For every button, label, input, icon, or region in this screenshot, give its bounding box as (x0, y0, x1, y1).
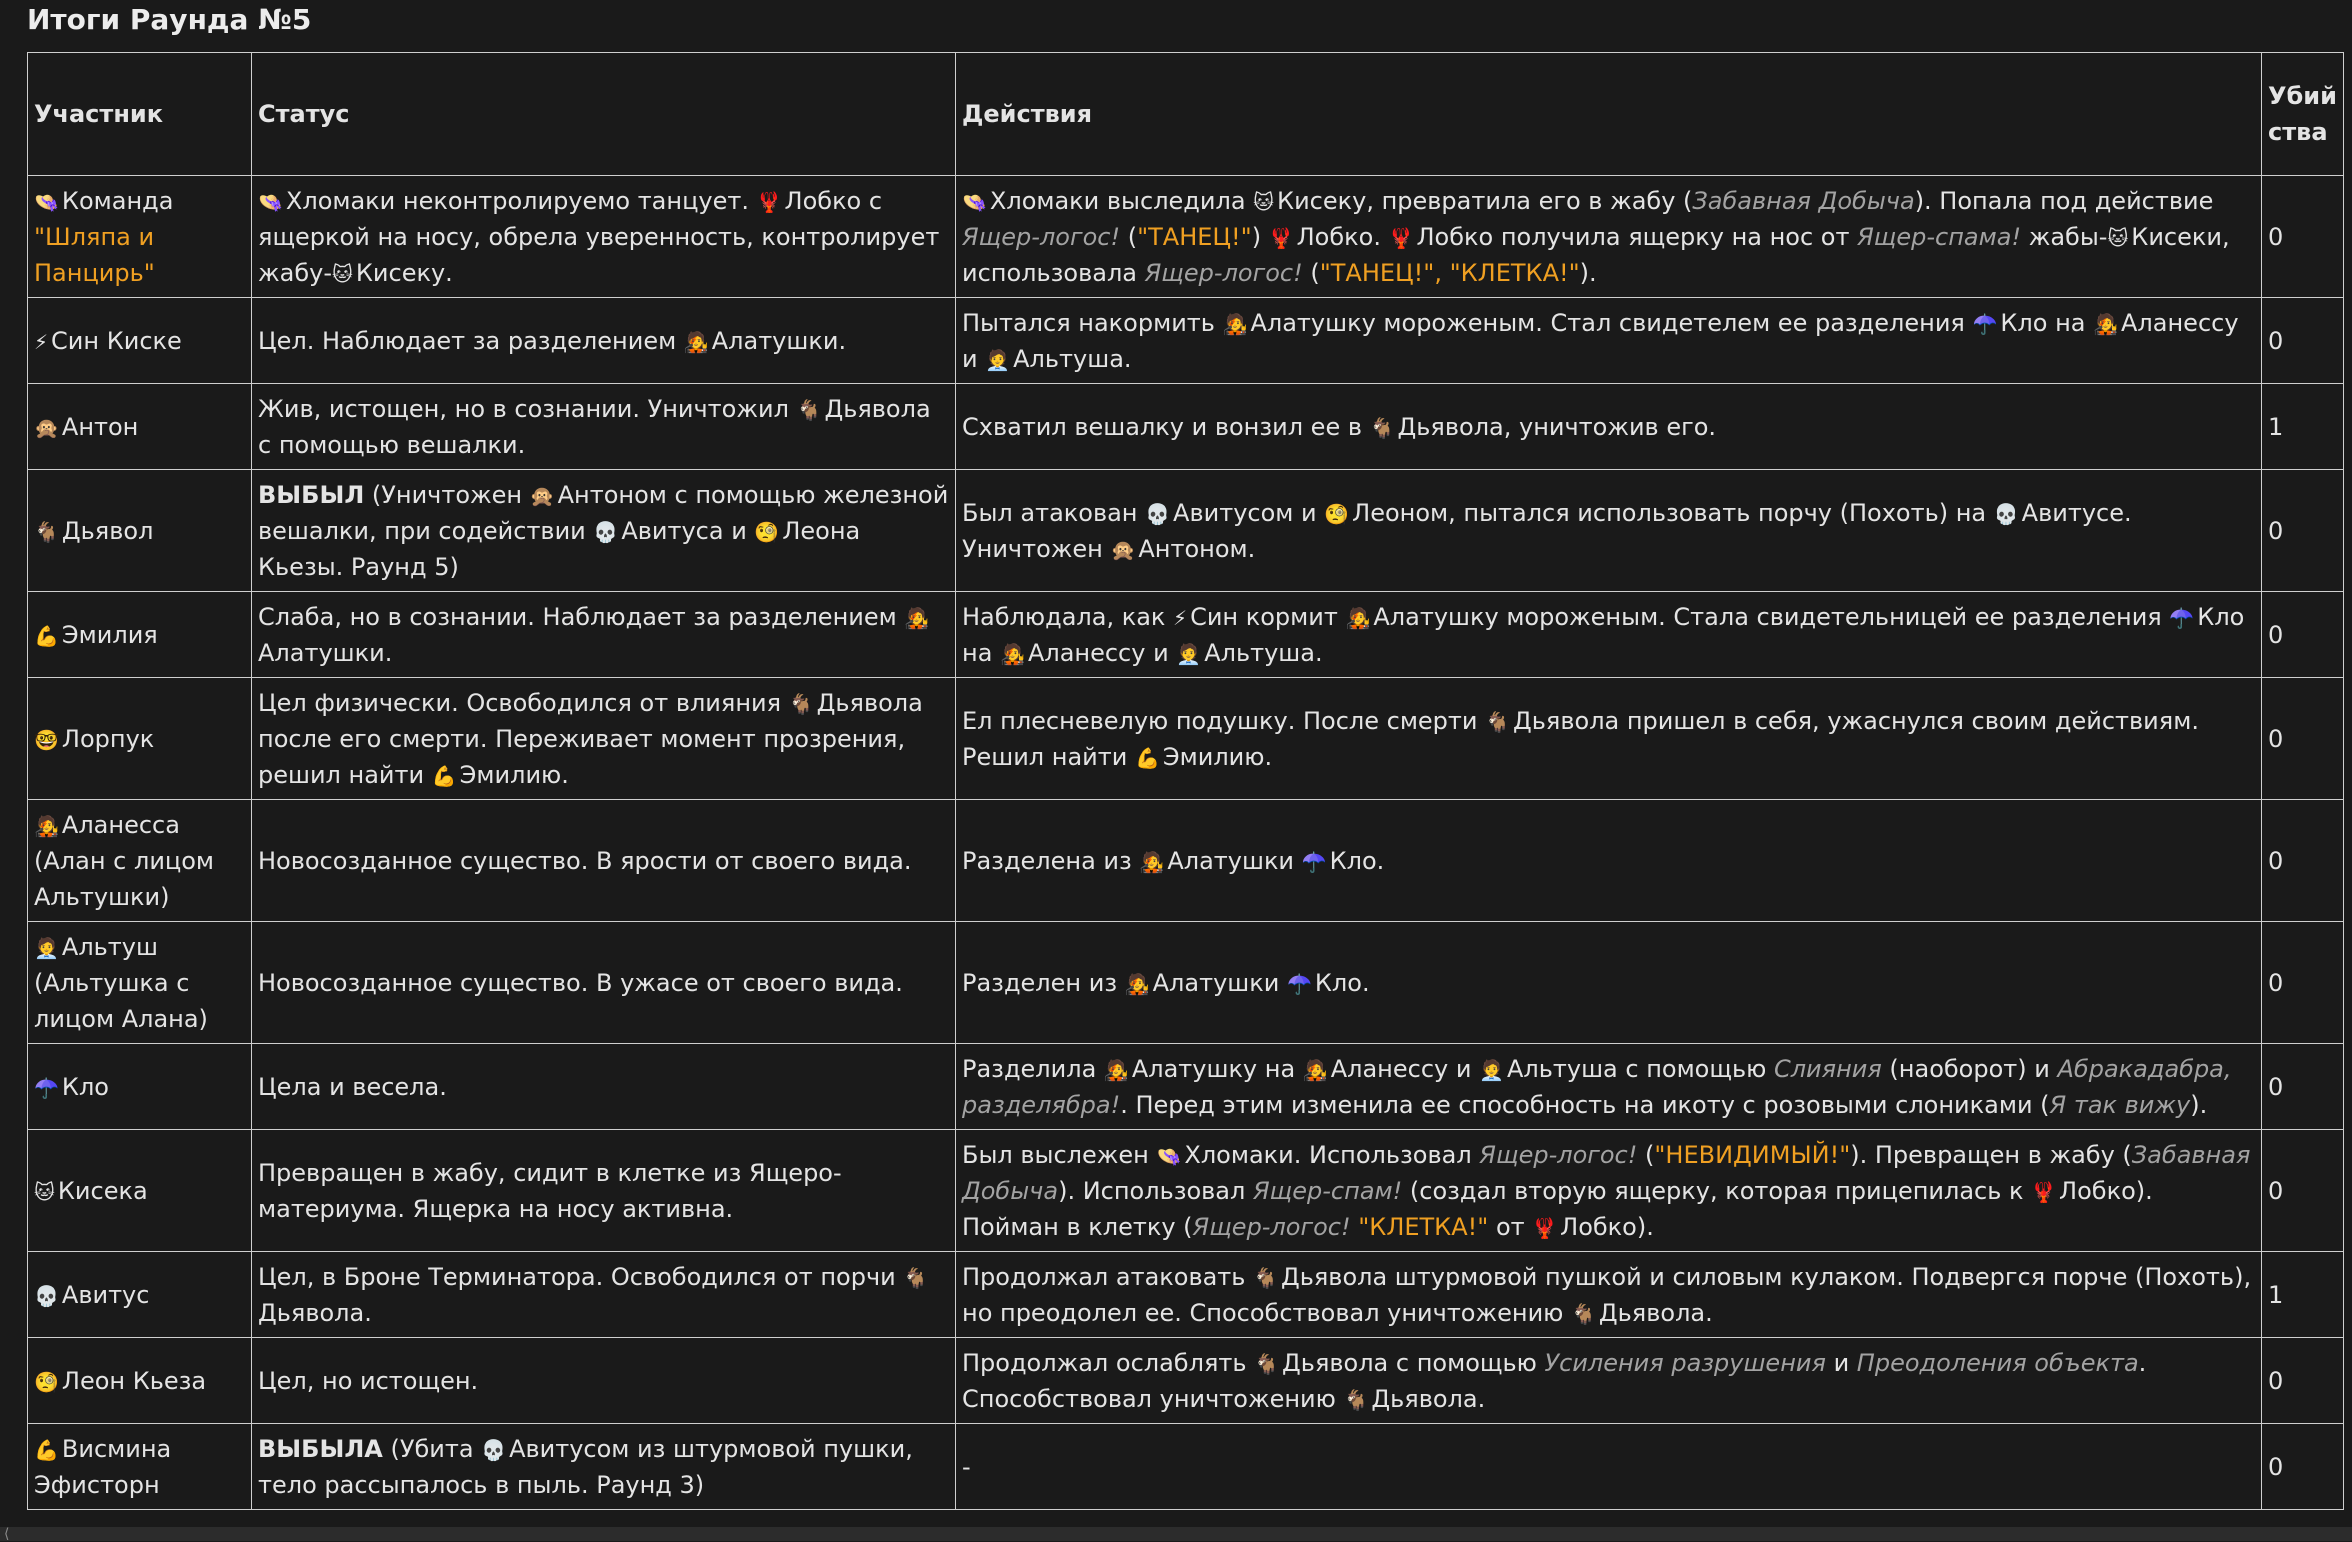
highlight-text: "Шляпа и Панцирь" (34, 222, 155, 287)
emoji-icon: 🧑‍💼 (1479, 1057, 1504, 1082)
text-fragment: Алатушку на (1131, 1054, 1303, 1083)
participant-cell (28, 678, 252, 800)
highlight-text: "НЕВИДИМЫЙ!" (1654, 1140, 1851, 1169)
emoji-icon: ⚡ (34, 329, 49, 354)
emoji-icon: 🧑‍💼 (34, 935, 59, 960)
text-fragment: Эмилию. (459, 760, 569, 789)
emoji-icon: 🐱 (1253, 189, 1275, 214)
text-fragment: Разделила (962, 1054, 1104, 1083)
text-fragment: Эмилия (61, 620, 158, 649)
text-fragment: Был выслежен (962, 1140, 1157, 1169)
text-fragment: Алатушки (1152, 968, 1287, 997)
status-cell (252, 1044, 956, 1130)
table-row (28, 678, 2344, 800)
emoji-icon: 👒 (962, 189, 987, 214)
actions-cell (956, 1338, 2262, 1424)
actions-cell (956, 384, 2262, 470)
text-fragment: от (1488, 1212, 1533, 1241)
emoji-icon: 🦞 (756, 189, 782, 214)
text-fragment: Кисеку. (355, 258, 453, 287)
text-fragment: Алатушки. (711, 326, 847, 355)
actions-cell (956, 298, 2262, 384)
emoji-icon: 💪 (34, 623, 59, 648)
emoji-icon: 👒 (258, 189, 283, 214)
text-fragment: ). Превращен в жабу ( (1850, 1140, 2132, 1169)
text-fragment: Разделена из (962, 846, 1140, 875)
bottom-scrollbar[interactable] (0, 1527, 2352, 1541)
table-row (28, 800, 2344, 922)
status-cell (252, 1252, 956, 1338)
header-status: Статус (252, 53, 956, 176)
text-fragment: Аланессу и (1330, 1054, 1480, 1083)
ability-name: Преодоления объекта (1856, 1348, 2139, 1377)
participant-cell (28, 470, 252, 592)
actions-cell (956, 1130, 2262, 1252)
status-cell (252, 922, 956, 1044)
table-row (28, 1130, 2344, 1252)
status-cell (252, 678, 956, 800)
text-fragment: (создал вторую ящерку, которая прицепилась к (1402, 1176, 2032, 1205)
ability-name: Забавная Добыча (962, 1140, 2251, 1205)
emoji-icon: 🐱 (332, 261, 353, 286)
emoji-icon: 🧑‍🎤 (1302, 1057, 1328, 1082)
status-cell (252, 1338, 956, 1424)
emoji-icon: 🧑‍🎤 (1124, 971, 1150, 996)
emoji-icon: 🐐 (1253, 1265, 1278, 1290)
text-fragment: ( (1120, 222, 1138, 251)
text-fragment: Авитусом и (1173, 498, 1325, 527)
emoji-icon: 🧑‍🎤 (1139, 849, 1165, 874)
text-fragment: Леон Кьеза (61, 1366, 207, 1395)
text-fragment: - (962, 1452, 971, 1481)
participant-cell (28, 1130, 252, 1252)
participant-cell (28, 1252, 252, 1338)
actions-cell (956, 176, 2262, 298)
emoji-icon: 🧑‍🎤 (1103, 1057, 1129, 1082)
table-row (28, 592, 2344, 678)
ability-name: Забавная Добыча (1692, 186, 1915, 215)
emoji-icon: 🧑‍💼 (985, 347, 1011, 372)
table-row (28, 1338, 2344, 1424)
kills-cell: 0 (2262, 678, 2344, 800)
resize-grip-icon[interactable]: ⟨ (4, 1526, 10, 1542)
emoji-icon: 🙊 (34, 415, 59, 440)
kills-cell: 1 (2262, 1252, 2344, 1338)
text-fragment: Дьявола пришел в себя, ужаснулся своим действиям. Решил найти (962, 706, 2199, 771)
status-cell (252, 592, 956, 678)
text-fragment: Превращен в жабу, сидит в клетке из Ящеро-материума. Ящерка на носу активна. (258, 1158, 842, 1223)
text-fragment: Кисеки, использовала (962, 222, 2230, 287)
text-fragment: ). (1579, 258, 1597, 287)
text-fragment: Лобко). Пойман в клетку ( (962, 1176, 2153, 1241)
emoji-icon: 🧐 (754, 519, 780, 544)
text-fragment: Алатушки (1167, 846, 1302, 875)
emoji-icon: 🧑‍🎤 (1345, 605, 1371, 630)
text-fragment: Пытался накормить (962, 308, 1223, 337)
kills-cell: 1 (2262, 384, 2344, 470)
table-row (28, 176, 2344, 298)
ability-name: Усиления разрушения (1544, 1348, 1826, 1377)
kills-cell: 0 (2262, 298, 2344, 384)
emoji-icon: 👒 (1156, 1143, 1182, 1168)
page-title: Итоги Раунда №5 (27, 3, 312, 36)
text-fragment: Син кормит (1190, 602, 1346, 631)
text-fragment: Авитуса и (621, 516, 755, 545)
emoji-icon: 🙊 (1110, 537, 1136, 562)
ability-name: Ящер-спам! (1252, 1176, 1403, 1205)
table-row (28, 1424, 2344, 1510)
highlight-text: "ТАНЕЦ!" (1137, 222, 1252, 251)
text-fragment: Команда (61, 186, 174, 215)
ability-name: Абракадабра, разделябра! (962, 1054, 2232, 1119)
text-fragment: ) (1251, 222, 1269, 251)
text-fragment: Цел, в Броне Терминатора. Освободился от порчи (258, 1262, 904, 1291)
emoji-icon: 🧑‍🎤 (904, 605, 930, 630)
text-fragment: Аланессу и (962, 308, 2239, 373)
text-fragment: Хломаки неконтролируемо танцует. (285, 186, 757, 215)
emoji-icon: 🧐 (34, 1369, 59, 1394)
text-fragment: Висмина Эфисторн (34, 1434, 172, 1499)
text-fragment: Цел. Наблюдает за разделением (258, 326, 684, 355)
table-body (28, 176, 2344, 1510)
header-actions: Действия (956, 53, 2262, 176)
emoji-icon: 🐱 (2107, 225, 2129, 250)
participant-cell (28, 1044, 252, 1130)
text-fragment: Альтуш (Альтушка с лицом Алана) (34, 932, 208, 1033)
text-fragment: жабы- (2021, 222, 2108, 251)
text-fragment: Син Киске (51, 326, 182, 355)
status-cell (252, 176, 956, 298)
text-fragment: Авитусе. Уничтожен (962, 498, 2132, 563)
emoji-icon: 🐐 (34, 519, 59, 544)
participant-cell (28, 800, 252, 922)
emoji-icon: ⚡ (1173, 605, 1188, 630)
text-fragment: Лобко. (1296, 222, 1389, 251)
kills-cell: 0 (2262, 1130, 2344, 1252)
emoji-icon: 💪 (34, 1437, 59, 1462)
emoji-icon: 💀 (593, 519, 619, 544)
text-fragment: ( (1302, 258, 1320, 287)
text-fragment: Схватил вешалку и вонзил ее в (962, 412, 1370, 441)
text-fragment: Аланесса (Алан с лицом Альтушки) (34, 810, 215, 911)
emoji-icon: 🦞 (1388, 225, 1414, 250)
text-fragment: Кисека (57, 1176, 148, 1205)
text-fragment: Жив, истощен, но в сознании. Уничтожил (258, 394, 797, 423)
kills-cell: 0 (2262, 800, 2344, 922)
text-fragment: Дьявола штурмовой пушкой и силовым кулаком. Подвергся порче (Похоть), но преодолел ее. Способствовал уничтожению (962, 1262, 2252, 1327)
text-fragment: Дьявола с помощью вешалки. (258, 394, 931, 459)
text-fragment: Антоном с помощью железной вешалки, при содействии (258, 480, 949, 545)
participant-cell (28, 922, 252, 1044)
ability-name: Ящер-логос! (962, 222, 1121, 251)
emoji-icon: 💪 (431, 763, 457, 788)
participant-cell (28, 592, 252, 678)
text-fragment: Дьявол (61, 516, 154, 545)
table-row (28, 922, 2344, 1044)
header-participant: Участник (28, 53, 252, 176)
header-kills: Убийства (2262, 53, 2344, 176)
emoji-icon: 💀 (481, 1437, 507, 1462)
actions-cell (956, 1044, 2262, 1130)
text-fragment: Продолжал ослаблять (962, 1348, 1255, 1377)
emoji-icon: 🧑‍🎤 (1000, 641, 1025, 666)
text-fragment: Лобко получила ящерку на нос от (1416, 222, 1858, 251)
text-fragment: Леона Кьезы. Раунд 5) (258, 516, 861, 581)
emoji-icon: 🐱 (34, 1179, 55, 1204)
text-fragment: (наоборот) и (1881, 1054, 2058, 1083)
emoji-icon: 🦞 (1532, 1215, 1558, 1240)
text-fragment: Авитусом из штурмовой пушки, тело рассыпалось в пыль. Раунд 3) (258, 1434, 913, 1499)
text-fragment: Кло на (962, 602, 2245, 667)
status-cell (252, 800, 956, 922)
text-fragment: Цела и весела. (258, 1072, 447, 1101)
ability-name: Ящер-логос! (1144, 258, 1303, 287)
text-fragment: Аланессу и (1027, 638, 1177, 667)
status-label: ВЫБЫЛ (258, 480, 365, 509)
text-fragment: Антоном. (1138, 534, 1256, 563)
text-fragment: Альтуша. (1013, 344, 1132, 373)
text-fragment: Продолжал атаковать (962, 1262, 1254, 1291)
emoji-icon: 🧑‍💼 (1176, 641, 1202, 666)
text-fragment: Леоном, пытался использовать порчу (Похоть) на (1352, 498, 1994, 527)
text-fragment: Антон (61, 412, 139, 441)
emoji-icon: 💪 (1134, 745, 1160, 770)
text-fragment: Лобко с ящеркой на носу, обрела уверенность, контролирует жабу- (258, 186, 940, 287)
text-fragment: Новосозданное существо. В ужасе от своего вида. (258, 968, 903, 997)
text-fragment: Альтуша. (1204, 638, 1323, 667)
highlight-text: "ТАНЕЦ!", "КЛЕТКА!" (1319, 258, 1580, 287)
text-fragment: ). (2190, 1090, 2208, 1119)
table-row (28, 1252, 2344, 1338)
status-cell (252, 1424, 956, 1510)
emoji-icon: 🧑‍🎤 (683, 329, 709, 354)
text-fragment: Дьявола. (258, 1298, 372, 1327)
emoji-icon: 🐐 (788, 691, 814, 716)
text-fragment: Кисеку, превратила его в жабу ( (1277, 186, 1693, 215)
table-row (28, 384, 2344, 470)
emoji-icon: 🐐 (1343, 1387, 1369, 1412)
emoji-icon: 🐐 (1254, 1351, 1280, 1376)
text-fragment: Алатушки. (258, 638, 393, 667)
emoji-icon: 🧑‍🎤 (1222, 311, 1248, 336)
emoji-icon: 🧑‍🎤 (2093, 311, 2119, 336)
text-fragment: Хломаки выследила (989, 186, 1254, 215)
text-fragment: Дьявола после его смерти. Переживает момент прозрения, решил найти (258, 688, 923, 789)
actions-cell (956, 800, 2262, 922)
status-cell (252, 298, 956, 384)
text-fragment: Новосозданное существо. В ярости от своего вида. (258, 846, 912, 875)
text-fragment: Дьявола с помощью (1282, 1348, 1545, 1377)
actions-cell (956, 1252, 2262, 1338)
participant-cell (28, 176, 252, 298)
emoji-icon: 💀 (1993, 501, 2019, 526)
text-fragment: Дьявола, уничтожив его. (1397, 412, 1717, 441)
emoji-icon: 🐐 (796, 397, 822, 422)
text-fragment: Кло (61, 1072, 109, 1101)
text-fragment: и (1825, 1348, 1857, 1377)
text-fragment: Дьявола. (1371, 1384, 1486, 1413)
table-row (28, 1044, 2344, 1130)
text-fragment: ( (1637, 1140, 1655, 1169)
kills-cell: 0 (2262, 176, 2344, 298)
emoji-icon: 🐐 (1485, 709, 1511, 734)
ability-name: Слияния (1773, 1054, 1882, 1083)
emoji-icon: 🧑‍🎤 (34, 813, 59, 838)
table-row (28, 470, 2344, 592)
text-fragment: Алатушку мороженым. Стала свидетельницей ее разделения (1373, 602, 2170, 631)
text-fragment: (Уничтожен (364, 480, 530, 509)
kills-cell: 0 (2262, 922, 2344, 1044)
emoji-icon: ☂️ (34, 1075, 59, 1100)
kills-cell: 0 (2262, 1338, 2344, 1424)
text-fragment: Слаба, но в сознании. Наблюдает за разделением (258, 602, 905, 631)
text-fragment: Кло на (2000, 308, 2094, 337)
emoji-icon: ☂️ (1972, 311, 1998, 336)
text-fragment: (Убита (382, 1434, 482, 1463)
table-row (28, 298, 2344, 384)
emoji-icon: 🐐 (1571, 1301, 1596, 1326)
status-cell (252, 384, 956, 470)
table-header-row (28, 53, 2344, 176)
text-fragment: Кло. (1314, 968, 1370, 997)
ability-name: Ящер-спама! (1857, 222, 2022, 251)
text-fragment: Ел плесневелую подушку. После смерти (962, 706, 1486, 735)
highlight-text: "КЛЕТКА!" (1358, 1212, 1489, 1241)
actions-cell (956, 1424, 2262, 1510)
text-fragment: ). Попала под действие (1914, 186, 2214, 215)
text-fragment: Кло. (1329, 846, 1385, 875)
emoji-icon: 💀 (1145, 501, 1171, 526)
text-fragment: Альтуша с помощью (1506, 1054, 1774, 1083)
ability-name: Ящер-логос! (1479, 1140, 1638, 1169)
text-fragment: Дьявола. (1598, 1298, 1713, 1327)
emoji-icon: 🙊 (529, 483, 555, 508)
participant-cell (28, 1338, 252, 1424)
actions-cell (956, 592, 2262, 678)
actions-cell (956, 922, 2262, 1044)
kills-cell: 0 (2262, 1044, 2344, 1130)
ability-name: Ящер-логос! (1192, 1212, 1351, 1241)
emoji-icon: ☂️ (1301, 849, 1327, 874)
text-fragment: Эмилию. (1162, 742, 1273, 771)
text-fragment: Хломаки. Использовал (1184, 1140, 1480, 1169)
emoji-icon: ☂️ (2169, 605, 2195, 630)
emoji-icon: 🧐 (1324, 501, 1350, 526)
emoji-icon: 💀 (34, 1283, 59, 1308)
emoji-icon: 🦞 (2031, 1179, 2057, 1204)
emoji-icon: 🐐 (903, 1265, 929, 1290)
round-results-table (27, 52, 2344, 1510)
emoji-icon: 🐐 (1369, 415, 1395, 440)
status-label: ВЫБЫЛА (258, 1434, 383, 1463)
participant-cell (28, 298, 252, 384)
actions-cell (956, 678, 2262, 800)
ability-name: Я так вижу (2049, 1090, 2191, 1119)
text-fragment: Лобко). (1560, 1212, 1654, 1241)
text-fragment: Алатушку мороженым. Стал свидетелем ее разделения (1250, 308, 1973, 337)
emoji-icon: 👒 (34, 189, 59, 214)
status-cell (252, 470, 956, 592)
kills-cell: 0 (2262, 592, 2344, 678)
text-fragment: Лорпук (61, 724, 155, 753)
text-fragment: Наблюдала, как (962, 602, 1174, 631)
text-fragment: . Способствовал уничтожению (962, 1348, 2147, 1413)
kills-cell: 0 (2262, 1424, 2344, 1510)
participant-cell (28, 1424, 252, 1510)
text-fragment: Разделен из (962, 968, 1125, 997)
actions-cell (956, 470, 2262, 592)
text-fragment: Цел, но истощен. (258, 1366, 479, 1395)
kills-cell: 0 (2262, 470, 2344, 592)
emoji-icon: 🤓 (34, 727, 59, 752)
emoji-icon: 🦞 (1268, 225, 1294, 250)
participant-cell (28, 384, 252, 470)
text-fragment: ). Использовал (1058, 1176, 1253, 1205)
text-fragment: . Перед этим изменила ее способность на икоту с розовыми слониками ( (1120, 1090, 2050, 1119)
status-cell (252, 1130, 956, 1252)
text-fragment: Цел физически. Освободился от влияния (258, 688, 789, 717)
emoji-icon: ☂️ (1286, 971, 1312, 996)
text-fragment: Был атакован (962, 498, 1146, 527)
text-fragment: Авитус (61, 1280, 150, 1309)
